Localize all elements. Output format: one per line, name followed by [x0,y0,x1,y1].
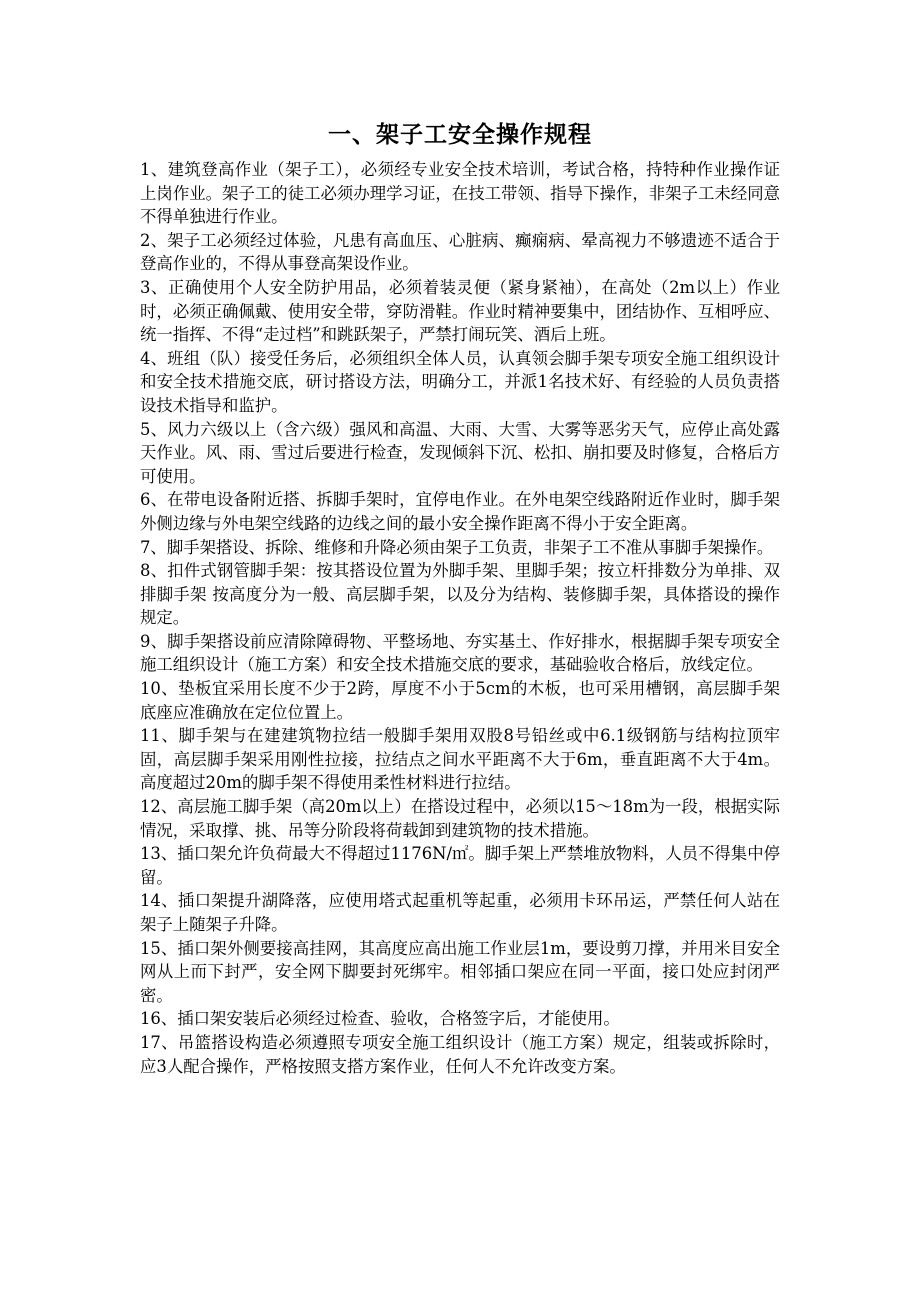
clause-16: 16、插口架安装后必须经过检查、验收，合格签字后，才能使用。 [140,1009,620,1029]
clause-2: 2、架子工必须经过体验，凡患有高血压、心脏病、癫痫病、晕高视力不够遗迹不适合于登高作业的，不得从事登高架设作业。 [140,230,780,274]
clause-11: 11、脚手架与在建建筑物拉结一般脚手架用双股8号铅丝或中6.1级钢筋与结构拉顶牢固，高层脚手架采用刚性拉接，拉结点之间水平距离不大于6m，垂直距离不大于4m。高度超过20m的脚手架不得使用柔性材料进行拉结。 [140,726,780,793]
clause-1: 1、建筑登高作业（架子工），必须经专业安全技术培训，考试合格，持特种作业操作证上岗作业。架子工的徒工必须办理学习证，在技工带领、指导下操作，非架子工未经同意不得单独进行作业。 [140,160,780,227]
clause-10: 10、垫板宜采用长度不少于2跨，厚度不小于5cm的木板，也可采用槽钢，高层脚手架底座应准确放在定位位置上。 [140,679,780,722]
clause-6: 6、在带电设备附近搭、拆脚手架时，宜停电作业。在外电架空线路附近作业时，脚手架外侧边缘与外电架空线路的边线之间的最小安全操作距离不得小于安全距离。 [140,490,780,533]
clause-9: 9、脚手架搭设前应清除障碍物、平整场地、夯实基土、作好排水，根据脚手架专项安全施工组织设计（施工方案）和安全技术措施交底的要求，基础验收合格后，放线定位。 [140,631,780,675]
clause-list [140,158,780,1078]
clause-14: 14、插口架提升湖降落，应使用塔式起重机等起重，必须用卡环吊运，严禁任何人站在架子上随架子升降。 [140,891,780,934]
document-page [140,118,780,1078]
clause-3: 3、正确使用个人安全防护用品，必须着装灵便（紧身紧袖），在高处（2m以上）作业时，必须正确佩戴、使用安全带，穿防滑鞋。作业时精神要集中，团结协作、互相呼应、统一指挥、不得“走过档”和跳跃架子，严禁打闹玩笑、酒后上班。 [140,277,780,345]
page-title: 一、架子工安全操作规程 [328,122,592,148]
clause-7: 7、脚手架搭设、拆除、维修和升降必须由架子工负责，非架子工不准从事脚手架操作。 [140,537,774,557]
clause-8: 8、扣件式钢管脚手架：按其搭设位置为外脚手架、里脚手架；按立杆排数分为单排、双排脚手架 按高度分为一般、高层脚手架，以及分为结构、装修脚手架，具体搭设的操作规定。 [140,561,780,628]
clause-17: 17、吊篮搭设构造必须遵照专项安全施工组织设计（施工方案）规定，组装或拆除时，应3人配合操作，严格按照支搭方案作业，任何人不允许改变方案。 [140,1032,780,1076]
clause-12: 12、高层施工脚手架（高20m以上）在搭设过程中，必须以15～18m为一段，根据实际情况，采取撑、挑、吊等分阶段将荷载卸到建筑物的技术措施。 [140,797,780,840]
clause-13: 13、插口架允许负荷最大不得超过1176N/㎡。脚手架上严禁堆放物料，人员不得集中停留。 [140,844,780,887]
clause-15: 15、插口架外侧要接高挂网，其高度应高出施工作业层1m，要设剪刀撑，并用米目安全网从上而下封严，安全网下脚要封死绑牢。相邻插口架应在同一平面，接口处应封闭严密。 [140,938,780,1005]
clause-4: 4、班组（队）接受任务后，必须组织全体人员，认真领会脚手架专项安全施工组织设计和安全技术措施交底，研讨搭设方法，明确分工，并派1名技术好、有经验的人员负责搭设技术指导和监护。 [140,348,780,415]
clause-5: 5、风力六级以上（含六级）强风和高温、大雨、大雪、大雾等恶劣天气，应停止高处露天作业。风、雨、雪过后要进行检查，发现倾斜下沉、松扣、崩扣要及时修复，合格后方可使用。 [140,419,780,486]
